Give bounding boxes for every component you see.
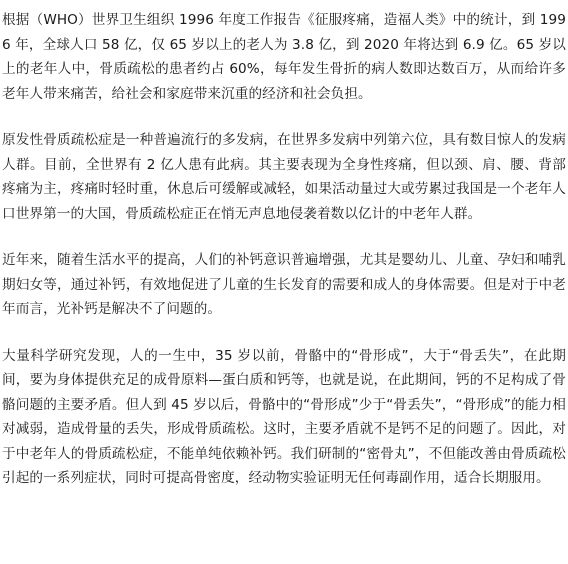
paragraph-calcium-awareness: 近年来，随着生活水平的提高，人们的补钙意识普遍增强，尤其是婴幼儿、儿童、孕妇和哺乳期妇女等，通过补钙，有效地促进了儿童的生长发育的需要和成人的身体需要。但是对于中老年而言，光补钙是解决不了问题的。 xyxy=(2,252,566,317)
paragraph-who-statistics: 根据（WHO）世界卫生组织 1996 年度工作报告《征服疼痛，造福人类》中的统计，到 1996 年，全球人口 58 亿，仅 65 岁以上的老人为 3.8 亿，到 2020 年将达到 6.9 亿。65 岁以上的老年人中，骨质疏松的患者约占 60%，每年发生骨折的病人数即达数百万，从而给许多老年人带来痛苦，给社会和家庭带来沉重的经济和社会负担。 xyxy=(2,12,566,102)
paragraph-osteoporosis-prevalence: 原发性骨质疏松症是一种普遍流行的多发病，在世界多发病中列第六位，具有数目惊人的发病人群。目前，全世界有 2 亿人患有此病。其主要表现为全身性疼痛，但以颈、肩、腰、背部疼痛为主，疼痛时轻时重，休息后可缓解或减轻，如果活动量过大或劳累过我国是一个老年人口世界第一的大国，骨质疏松症正在悄无声息地侵袭着数以亿计的中老年人群。 xyxy=(2,132,566,222)
paragraph-bone-formation-research: 大量科学研究发现，人的一生中，35 岁以前，骨骼中的“骨形成”，大于“骨丢失”，在此期间，要为身体提供充足的成骨原料—蛋白质和钙等，也就是说，在此期间，钙的不足构成了骨骼问题的主要矛盾。但人到 45 岁以后，骨骼中的“骨形成”少于“骨丢失”，“骨形成”的能力相对减弱，造成骨量的丢失，形成骨质疏松。这时，主要矛盾就不是钙不足的问题了。因此，对于中老年人的骨质疏松症，不能单纯依赖补钙。我们研制的“密骨丸”，不但能改善由骨质疏松引起的一系列症状，同时可提高骨密度，经动物实验证明无任何毒副作用，适合长期服用。 xyxy=(2,347,566,486)
